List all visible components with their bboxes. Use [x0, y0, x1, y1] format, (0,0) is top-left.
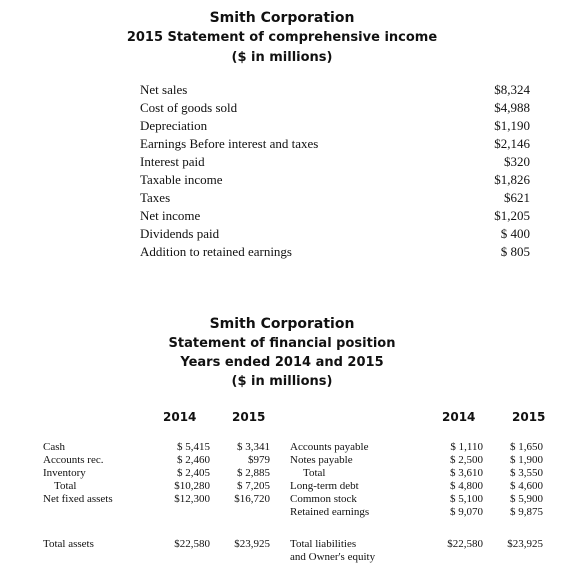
liability-label: and Owner's equity [290, 551, 376, 563]
asset-value-2014: $ 2,405 [177, 467, 210, 479]
liability-label: Total [303, 467, 326, 479]
liability-value-2014: $ 5,100 [450, 493, 483, 505]
income-row-label: Net income [140, 208, 201, 223]
asset-value-2015: $ 2,885 [237, 467, 270, 479]
assets-year-2015-header: 2015 [232, 410, 266, 424]
liability-value-2015: $ 1,650 [510, 441, 543, 453]
liability-value-2014: $ 9,070 [450, 506, 483, 518]
income-row-value: $ 400 [500, 226, 530, 241]
income-statement-units: ($ in millions) [231, 50, 333, 65]
balance-company-name: Smith Corporation [209, 316, 355, 332]
income-row-value: $320 [504, 154, 530, 169]
liability-value-2015: $ 9,875 [510, 506, 543, 518]
balance-statement-subtitle: Years ended 2014 and 2015 [180, 355, 384, 370]
income-row [140, 118, 530, 136]
asset-label: Inventory [43, 467, 86, 479]
liabilities-year-2015-header: 2015 [512, 410, 546, 424]
liability-value-2015: $ 3,550 [510, 467, 543, 479]
asset-label: Total [54, 480, 77, 492]
income-row-value: $1,190 [494, 118, 530, 133]
liability-value-2015: $23,925 [507, 538, 543, 550]
income-row [140, 172, 530, 190]
income-row [140, 100, 530, 118]
liability-value-2014: $ 1,110 [450, 441, 483, 453]
liability-label: Total liabilities [290, 538, 357, 550]
income-row-value: $1,205 [494, 208, 530, 223]
income-row-label: Earnings Before interest and taxes [140, 136, 319, 151]
asset-value-2014: $12,300 [174, 493, 210, 505]
liability-value-2014: $ 2,500 [450, 454, 483, 466]
asset-label: Cash [43, 441, 65, 453]
asset-value-2015: $23,925 [234, 538, 270, 550]
income-statement-title: 2015 Statement of comprehensive income [126, 30, 438, 45]
income-row-label: Net sales [140, 82, 188, 97]
income-row-label: Addition to retained earnings [140, 244, 292, 259]
balance-statement-units: ($ in millions) [231, 374, 333, 389]
income-row-label: Interest paid [140, 154, 205, 169]
income-row [140, 244, 530, 262]
asset-label: Total assets [43, 538, 94, 550]
income-row-value: $8,324 [494, 82, 530, 97]
asset-label: Accounts rec. [43, 454, 104, 466]
liability-label: Accounts payable [290, 441, 369, 453]
liabilities-year-2014-header: 2014 [442, 410, 476, 424]
asset-value-2015: $16,720 [234, 493, 270, 505]
income-row [140, 226, 530, 244]
liability-label: Notes payable [290, 454, 353, 466]
asset-value-2014: $ 5,415 [177, 441, 210, 453]
income-row [140, 154, 530, 172]
income-row-label: Depreciation [140, 118, 208, 133]
asset-value-2015: $ 3,341 [237, 441, 270, 453]
income-row-label: Taxable income [140, 172, 223, 187]
income-row-value: $2,146 [494, 136, 530, 151]
liability-value-2014: $22,580 [447, 538, 483, 550]
liability-value-2015: $ 5,900 [510, 493, 543, 505]
liability-value-2015: $ 1,900 [510, 454, 543, 466]
asset-value-2014: $10,280 [174, 480, 210, 492]
income-row-label: Cost of goods sold [140, 100, 238, 115]
liability-value-2014: $ 3,610 [450, 467, 483, 479]
assets-year-2014-header: 2014 [163, 410, 197, 424]
asset-label: Net fixed assets [43, 493, 113, 505]
asset-value-2014: $ 2,460 [177, 454, 210, 466]
income-row-value: $1,826 [494, 172, 530, 187]
asset-value-2015: $979 [248, 454, 270, 466]
liability-value-2014: $ 4,800 [450, 480, 483, 492]
income-row-value: $ 805 [500, 244, 530, 259]
income-row-value: $4,988 [494, 100, 530, 115]
income-row-label: Dividends paid [140, 226, 220, 241]
liability-label: Long-term debt [290, 480, 359, 492]
income-row [140, 208, 530, 226]
income-row [140, 136, 530, 154]
income-company-name: Smith Corporation [209, 10, 355, 26]
income-row-value: $621 [504, 190, 530, 205]
asset-value-2014: $22,580 [174, 538, 210, 550]
income-row [140, 82, 530, 100]
liability-label: Common stock [290, 493, 357, 505]
balance-statement-title: Statement of financial position [168, 336, 396, 351]
liability-value-2015: $ 4,600 [510, 480, 543, 492]
income-row-label: Taxes [140, 190, 171, 205]
liability-label: Retained earnings [290, 506, 370, 518]
asset-value-2015: $ 7,205 [237, 480, 270, 492]
income-row [140, 190, 530, 208]
